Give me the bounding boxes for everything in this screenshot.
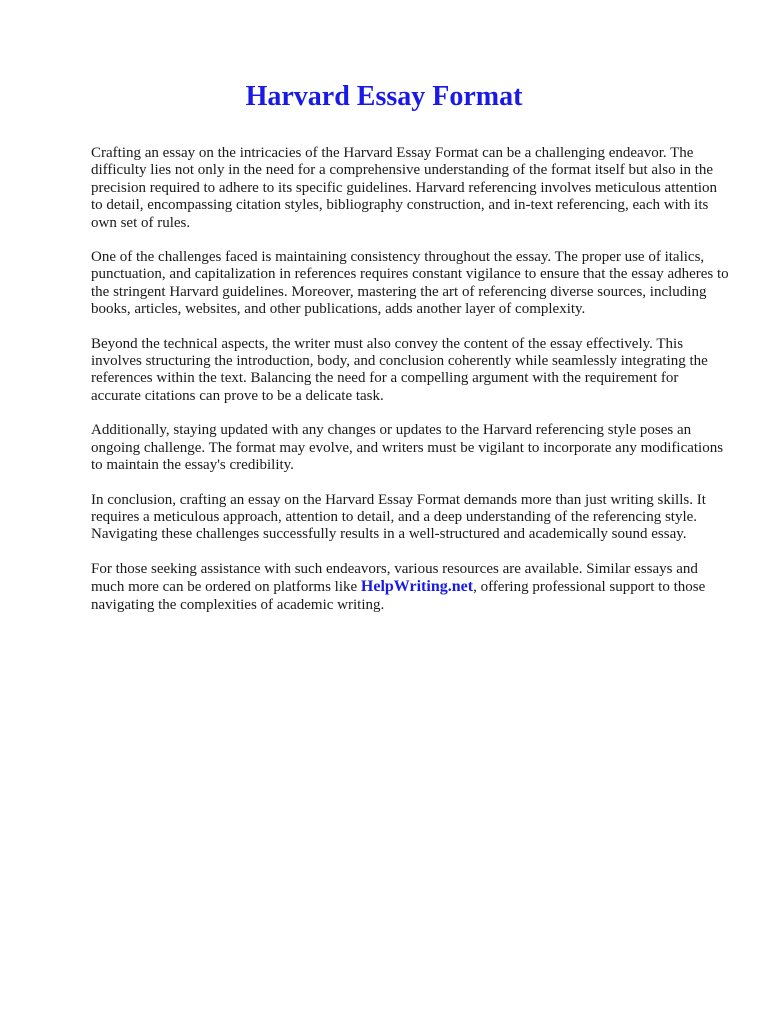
paragraph-6-after-link: , offering professional support to those navigating the complexities of academic writing. — [91, 579, 706, 613]
essay-body — [91, 145, 731, 631]
paragraph-5: In conclusion, crafting an essay on the Harvard Essay Format demands more than just writing skills. It requires a meticulous approach, attention to detail, and a deep understanding of the referencing style. Navigating these challenges successfully results in a well-structured and academically sound essay. — [91, 491, 706, 543]
paragraph-6-before-link: For those seeking assistance with such endeavors, various resources are available. Similar essays and much more can be ordered on platforms like — [91, 560, 698, 596]
helpwriting-link[interactable]: HelpWriting.net — [360, 578, 474, 596]
paragraph-4: Additionally, staying updated with any changes or updates to the Harvard referencing style poses an ongoing challenge. The format may evolve, and writers must be vigilant to incorporate any modifications to maintain the essay's credibility. — [91, 422, 724, 474]
page-title: Harvard Essay Format — [245, 81, 523, 112]
paragraph-6 — [91, 561, 731, 614]
paragraph-3: Beyond the technical aspects, the writer must also convey the content of the essay effectively. This involves structuring the introduction, body, and conclusion coherently while seamlessly integrating the references within the text. Balancing the need for a compelling argument with the requirement for accurate citations can prove to be a delicate task. — [91, 335, 708, 404]
paragraph-2: One of the challenges faced is maintaining consistency throughout the essay. The proper use of italics, punctuation, and capitalization in references requires constant vigilance to ensure that the essay adheres to the stringent Harvard guidelines. Moreover, mastering the art of referencing diverse sources, including books, articles, websites, and other publications, adds another layer of complexity. — [91, 249, 729, 318]
paragraph-1: Crafting an essay on the intricacies of the Harvard Essay Format can be a challenging endeavor. The difficulty lies not only in the need for a comprehensive understanding of the format itself but also in the precision required to adhere to its specific guidelines. Harvard referencing involves meticulous attention to detail, encompassing citation styles, bibliography construction, and in-text referencing, each with its own set of rules. — [91, 145, 718, 231]
